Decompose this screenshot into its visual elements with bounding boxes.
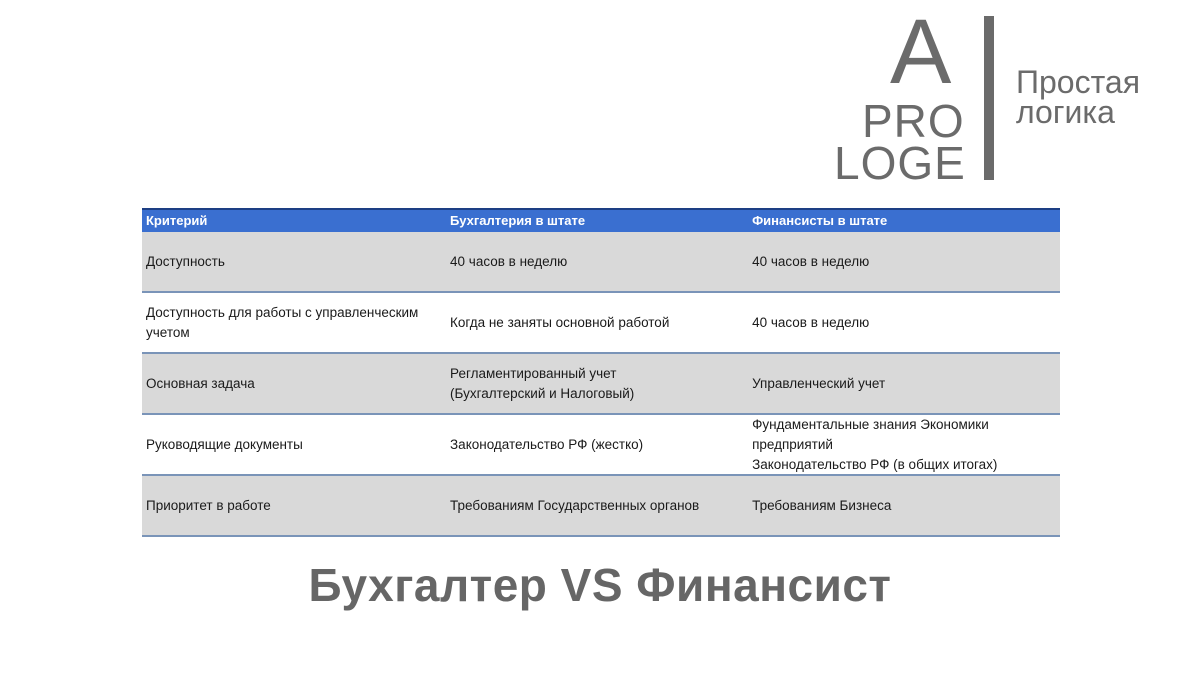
table-cell: Доступность [146,253,225,269]
logo-line-2: LOGE [834,137,966,189]
logo-tagline-2: логика [1016,94,1115,130]
header-accounting: Бухгалтерия в штате [450,213,586,228]
header-criterion: Критерий [146,213,208,228]
logo-tagline-1: Простая [1016,64,1141,100]
table-row [142,415,1060,476]
header-finance: Финансисты в штате [752,213,888,228]
table-header [142,208,1060,232]
logo-line-1: PRO [862,95,965,147]
table-cell: Когда не заняты основной работой [450,314,670,330]
table-row [142,232,1060,293]
table-cell: 40 часов в неделю [752,253,870,269]
page-title: Бухгалтер VS Финансист [308,559,892,611]
logo-divider [984,16,994,180]
table-cell: Основная задача [146,375,255,391]
table-cell: Законодательство РФ (жестко) [450,436,644,452]
table-cell: Фундаментальные знания Экономики предприятий Законодательство РФ (в общих итогах) [752,416,998,472]
table-cell: Требованиям Бизнеса [752,497,892,513]
table-cell: Приоритет в работе [146,497,271,513]
table-cell: Руководящие документы [146,436,303,452]
table-cell: 40 часов в неделю [450,253,568,269]
table-cell: Управленческий учет [752,375,886,391]
table-cell: Требованиям Государственных органов [450,497,700,513]
table-row [142,354,1060,415]
table-cell: Регламентированный учет (Бухгалтерский и Налоговый) [450,365,635,401]
comparison-table [142,208,1060,537]
logo-letter: A [890,1,952,103]
table-row [142,476,1060,537]
table-cell: Доступность для работы с управленческим учетом [146,304,419,340]
logo [830,1,1170,189]
table-cell: 40 часов в неделю [752,314,870,330]
table-row [142,293,1060,354]
